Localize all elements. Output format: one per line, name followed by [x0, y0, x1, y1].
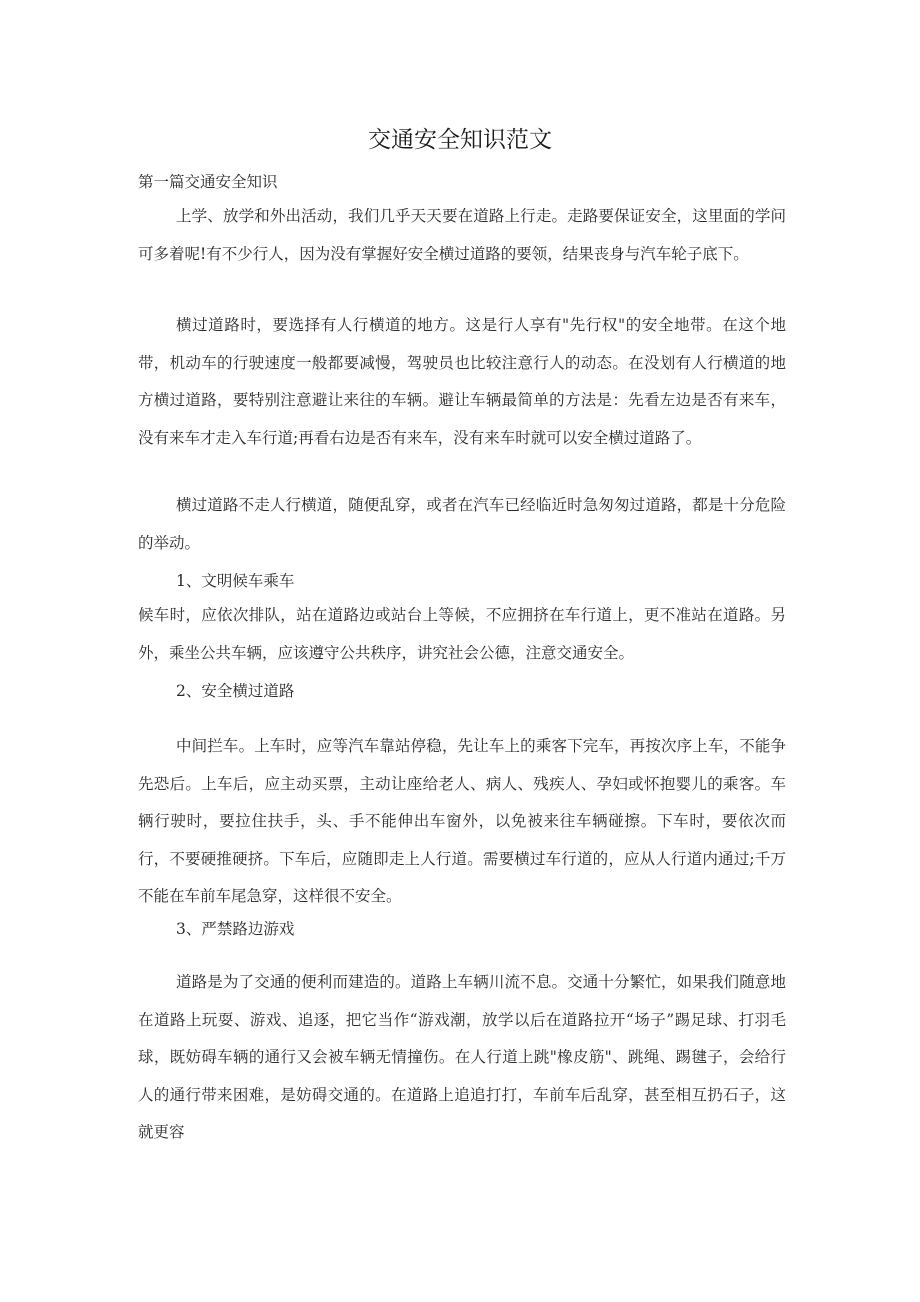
- subheading-1: 1、文明候车乘车: [176, 572, 295, 590]
- paragraph-5: 中间拦车。上车时，应等汽车靠站停稳，先让车上的乘客下完车，再按次序上车，不能争先恐后。上车后，应主动买票，主动让座给老人、病人、残疾人、孕妇或怀抱婴儿的乘客。车辆行驶时，要拉住扶手，头、手不能伸出车窗外，以免被来往车辆碰擦。下车时，要依次而行，不要硬推硬挤。下车后，应随即走上人行道。需要横过车行道的，应从人行道内通过;千万不能在车前车尾急穿，这样很不安全。: [138, 737, 786, 905]
- document-title: 交通安全知识范文: [368, 127, 552, 153]
- paragraph-1: 上学、放学和外出活动，我们几乎天天要在道路上行走。走路要保证安全，这里面的学问可多着呢!有不少行人，因为没有掌握好安全横过道路的要领，结果丧身与汽车轮子底下。: [138, 207, 786, 263]
- paragraph-4: 候车时，应依次排队，站在道路边或站台上等候，不应拥挤在车行道上，更不准站在道路。另外，乘坐公共车辆，应该遵守公共秩序，讲究社会公德，注意交通安全。: [138, 606, 786, 662]
- paragraph-2: 横过道路时，要选择有人行横道的地方。这是行人享有"先行权"的安全地带。在这个地带，机动车的行驶速度一般都要减慢，驾驶员也比较注意行人的动态。在没划有人行横道的地方横过道路，要特别注意避让来往的车辆。避让车辆最简单的方法是：先看左边是否有来车，没有来车才走入车行道;再看右边是否有来车，没有来车时就可以安全横过道路了。: [138, 316, 786, 447]
- subheading-3: 3、严禁路边游戏: [176, 920, 295, 938]
- paragraph-6: 道路是为了交通的便利而建造的。道路上车辆川流不息。交通十分繁忙，如果我们随意地在道路上玩耍、游戏、追逐，把它当作“游戏潮，放学以后在道路拉开“场子”踢足球、打羽毛球，既妨碍车辆的通行又会被车辆无情撞伤。在人行道上跳"橡皮筋"、跳绳、踢毽子，会给行人的通行带来困难，是妨碍交通的。在道路上追追打打，车前车后乱穿，甚至相互扔石子，这就更容: [138, 973, 786, 1141]
- subheading-2: 2、安全横过道路: [176, 682, 295, 700]
- section-heading: 第一篇交通安全知识: [138, 173, 278, 191]
- paragraph-3: 横过道路不走人行横道，随便乱穿，或者在汽车已经临近时急匆匆过道路，都是十分危险的举动。: [138, 496, 786, 552]
